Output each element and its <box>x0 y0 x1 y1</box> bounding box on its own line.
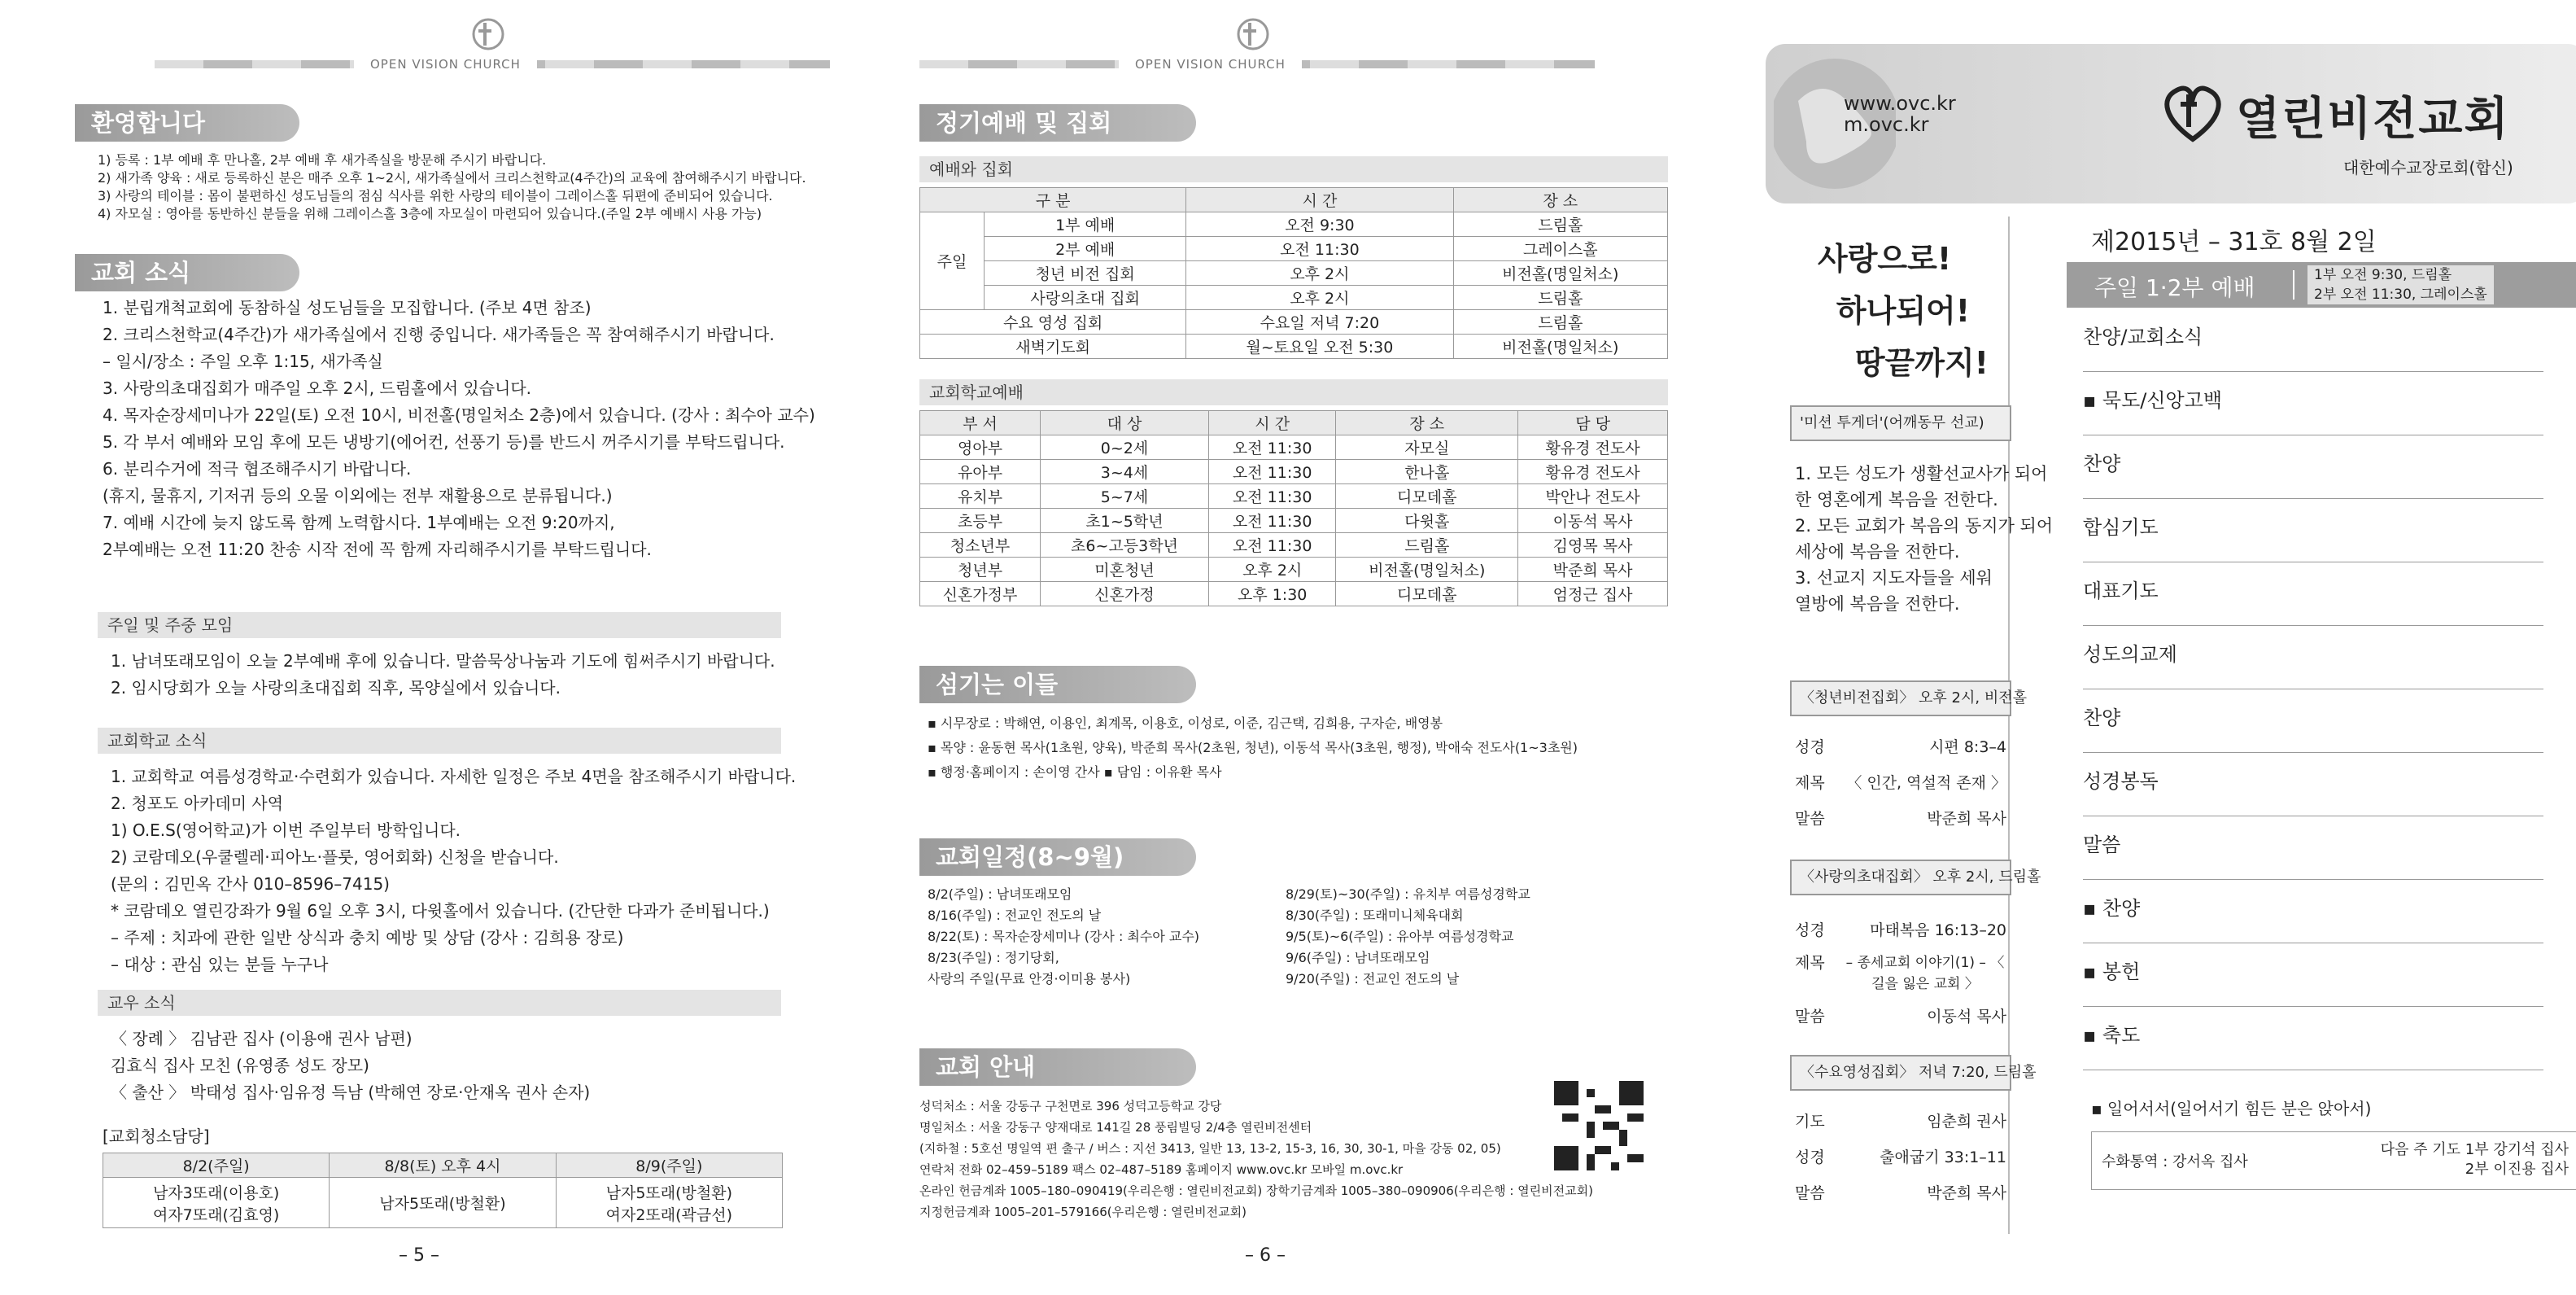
page-header <box>155 15 830 72</box>
school-list <box>111 763 796 978</box>
worship-cell: 수요일 저녁 7:20 <box>1186 310 1453 335</box>
school-item: 2) 코람데오(우쿨렐레·피아노·플룻, 영어회화) 신청을 받습니다. <box>111 847 559 867</box>
school-cell: 오전 11:30 <box>1208 460 1335 484</box>
school-cell: 엄정근 집사 <box>1518 582 1668 606</box>
youth-label: 성경 <box>1795 738 1825 756</box>
page-5 <box>0 0 862 1295</box>
mission-list <box>1795 461 2053 617</box>
school-cell: 자모실 <box>1336 435 1518 460</box>
news-list <box>103 295 815 563</box>
invite-label: 제목 <box>1795 954 1825 972</box>
page-cover <box>1733 0 2576 1295</box>
service-bar <box>2067 262 2576 308</box>
subsection-worship: 예배와 집회 <box>919 156 1668 182</box>
invite-detail <box>1795 908 2006 1039</box>
order-divider <box>2083 371 2543 372</box>
worship-cell: 새벽기도회 <box>920 335 1186 359</box>
next-prayer-1: 다음 주 기도 1부 강기석 집사 <box>2380 1141 2569 1158</box>
service-label: 주일 1·2부 예배 <box>2094 274 2255 301</box>
youth-tag: 〈청년비전집회〉 오후 2시, 비전홀 <box>1790 680 2011 716</box>
servers-item: ▪ 시무장로 : 박해연, 이용인, 최계목, 이용호, 이성로, 이준, 김근택, 김희용, 구자순, 배영봉 <box>928 715 1443 731</box>
page-number: – 5 – <box>399 1245 439 1266</box>
order-item-label: ▪ 봉헌 <box>2083 960 2141 983</box>
order-divider <box>2083 752 2543 753</box>
order-item-label: 말씀 <box>2083 833 2121 856</box>
welcome-list <box>98 151 806 223</box>
wed-label: 말씀 <box>1795 1184 1825 1202</box>
guide-item: 온라인 헌금계좌 1005–180–090419(우리은행 : 열린비전교회) 장학기금계좌 1005–380–090906(우리은행 : 열린비전교회) <box>919 1183 1593 1198</box>
welcome-item: 2) 새가족 양육 : 새로 등록하신 분은 매주 오후 1~2시, 새가족실에서 크리스천학교(4주간)의 교육에 참여해주시기 바랍니다. <box>98 170 806 186</box>
school-item: 1. 교회학교 여름성경학교·수련회가 있습니다. 자세한 일정은 주보 4면을 참조해주시기 바랍니다. <box>111 767 797 786</box>
issue-number: 제2015년 – 31호 8월 2일 <box>2091 228 2377 256</box>
schedule-item: 9/20(주일) : 전교인 전도의 날 <box>1286 971 1460 987</box>
order-divider <box>2083 625 2543 626</box>
school-worship-table <box>919 410 1668 606</box>
section-welcome: 환영합니다 <box>75 104 299 142</box>
youth-value: 시편 8:3–4 <box>1929 738 2006 756</box>
youth-value: 〈 인간, 역설적 존재 〉 <box>1846 774 2006 792</box>
school-cell: 미혼청년 <box>1041 558 1209 582</box>
invite-label: 성경 <box>1795 921 1825 939</box>
worship-cell: 청년 비전 집회 <box>985 261 1186 286</box>
welcome-item: 4) 자모실 : 영아를 동반하신 분들을 위해 그레이스홀 3층에 자모실이 마련되어 있습니다.(주일 2부 예배시 사용 가능) <box>98 206 762 221</box>
school-head: 대 상 <box>1041 411 1209 435</box>
worship-cell: 오전 9:30 <box>1186 212 1453 237</box>
order-item-label: 합심기도 <box>2083 516 2159 539</box>
order-item-label: ▪ 찬양 <box>2083 897 2141 920</box>
order-item-label: 찬양 <box>2083 453 2121 475</box>
mission-item: 2. 모든 교회가 복음의 동지가 되어 <box>1795 516 2054 536</box>
church-logo-icon <box>1229 15 1277 55</box>
rise-note: ▪ 일어서서(일어서기 힘든 분은 앉아서) <box>2091 1099 2372 1118</box>
qr-code-icon <box>1554 1081 1644 1170</box>
schedule-item: 8/23(주일) : 정기당회, <box>928 950 1059 965</box>
page-6 <box>862 0 1733 1295</box>
youth-label: 제목 <box>1795 774 1825 792</box>
members-list <box>111 1026 590 1106</box>
order-item-label: 성도의교제 <box>2083 643 2177 666</box>
school-cell: 오후 1:30 <box>1208 582 1335 606</box>
youth-value: 박준희 목사 <box>1927 810 2006 828</box>
sunday-list <box>111 648 775 702</box>
worship-table <box>919 187 1668 359</box>
school-cell: 오전 11:30 <box>1208 533 1335 558</box>
school-item: (문의 : 김민옥 간사 010–8596–7415) <box>111 874 390 894</box>
church-name: 열린비전교회 <box>2236 93 2510 146</box>
schedule-item: 8/16(주일) : 전교인 전도의 날 <box>928 908 1102 923</box>
school-cell: 영아부 <box>920 435 1041 460</box>
school-head: 부 서 <box>920 411 1041 435</box>
school-item: – 대상 : 관심 있는 분들 누구나 <box>111 955 329 974</box>
school-cell: 김영목 목사 <box>1518 533 1668 558</box>
wed-label: 성경 <box>1795 1148 1825 1166</box>
mission-item: 열방에 복음을 전한다. <box>1795 594 1960 614</box>
worship-cell: 비전홀(명일처소) <box>1453 261 1667 286</box>
invite-value: 이동석 목사 <box>1927 1008 2006 1026</box>
mission-item: 세상에 복음을 전한다. <box>1795 542 1960 562</box>
school-cell: 오전 11:30 <box>1208 484 1335 509</box>
worship-cell: 드림홀 <box>1453 286 1667 310</box>
cleaning-cell: 남자3또래(이용호) 여자7또래(김효영) <box>103 1178 330 1228</box>
subsection-members: 교우 소식 <box>98 990 781 1016</box>
sunday-item: 2. 임시당회가 오늘 사랑의초대집회 직후, 목양실에서 있습니다. <box>111 678 561 698</box>
subsection-school-worship: 교회학교예배 <box>919 379 1668 405</box>
wed-value: 박준희 목사 <box>1927 1184 2006 1202</box>
school-head: 담 당 <box>1518 411 1668 435</box>
news-item: 2부예배는 오전 11:20 찬송 시작 전에 꼭 함께 자리해주시기를 부탁드립니다. <box>103 540 652 559</box>
news-item: (휴지, 물휴지, 기저귀 등의 오물 이외에는 전부 재활용으로 분류됩니다.) <box>103 486 613 505</box>
service-times <box>2307 265 2494 304</box>
footer-box <box>2091 1131 2576 1190</box>
news-item: 4. 목자순장세미나가 22일(토) 오전 10시, 비전홀(명일처소 2층)에서 있습니다. (강사 : 최수아 교수) <box>103 405 815 425</box>
guide-item: 지정헌금계좌 1005–201–579166(우리은행 : 열린비전교회) <box>919 1205 1247 1219</box>
school-cell: 한나홀 <box>1336 460 1518 484</box>
cleaning-cell: 남자5또래(방철환) <box>330 1178 556 1228</box>
school-cell: 이동석 목사 <box>1518 509 1668 533</box>
section-servers: 섬기는 이들 <box>919 666 1196 703</box>
school-head: 장 소 <box>1336 411 1518 435</box>
order-item-label: 성경봉독 <box>2083 770 2159 793</box>
worship-head: 장 소 <box>1453 188 1667 212</box>
motto-line: 하나되어! <box>1836 293 1971 329</box>
page-number: – 6 – <box>1245 1245 1286 1266</box>
service-time: 1부 오전 9:30, 드림홀 <box>2314 267 2452 283</box>
sunday-item: 1. 남녀또래모임이 오늘 2부예배 후에 있습니다. 말씀묵상나눔과 기도에 힘써주시기 바랍니다. <box>111 651 775 671</box>
cleaning-head: 8/8(토) 오후 4시 <box>330 1153 556 1178</box>
servers-item: ▪ 행정·홈페이지 : 손이영 간사 ▪ 담임 : 이유환 목사 <box>928 764 1222 780</box>
school-cell: 신혼가정부 <box>920 582 1041 606</box>
cleaning-cell: 남자5또래(방철환) 여자2또래(곽금선) <box>556 1178 782 1228</box>
school-cell: 청년부 <box>920 558 1041 582</box>
worship-cell: 사랑의초대 집회 <box>985 286 1186 310</box>
guide-list <box>919 1096 1593 1223</box>
subsection-school: 교회학교 소식 <box>98 728 781 754</box>
cleaning-table <box>103 1153 783 1228</box>
school-cell: 다윗홀 <box>1336 509 1518 533</box>
interpreter: 수화통역 : 강서옥 집사 <box>2102 1153 2248 1170</box>
url-mobile[interactable]: m.ovc.kr <box>1844 113 1929 136</box>
church-logo-icon <box>464 15 513 55</box>
order-item-label: ▪ 묵도/신앙고백 <box>2083 389 2223 412</box>
motto <box>1818 233 1989 389</box>
cleaning-title: [교회청소담당] <box>103 1127 210 1146</box>
order-divider <box>2083 498 2543 499</box>
member-item: 김효식 집사 모친 (유영종 성도 장모) <box>111 1056 369 1075</box>
school-item: * 코람데오 열린강좌가 9월 6일 오후 3시, 다윗홀에서 있습니다. (간단한 다과가 준비됩니다.) <box>111 901 770 921</box>
school-cell: 유치부 <box>920 484 1041 509</box>
worship-cell: 오전 11:30 <box>1186 237 1453 261</box>
wednesday-tag: 〈수요영성집회〉 저녁 7:20, 드림홀 <box>1790 1055 2011 1091</box>
next-prayer-2: 2부 이진용 집사 <box>2465 1161 2569 1178</box>
school-cell: 디모데홀 <box>1336 582 1518 606</box>
url-web[interactable]: www.ovc.kr <box>1844 92 1956 115</box>
school-cell: 비전홀(명일처소) <box>1336 558 1518 582</box>
denomination: 대한예수교장로회(합신) <box>2343 158 2513 177</box>
schedule-left <box>928 884 1199 990</box>
guide-item: 성덕처소 : 서울 강동구 구천면로 396 성덕고등학교 강당 <box>919 1099 1222 1113</box>
wed-value: 임춘희 권사 <box>1927 1113 2006 1131</box>
page-header <box>919 15 1595 72</box>
news-item: 2. 크리스천학교(4주간)가 새가족실에서 진행 중입니다. 새가족들은 꼭 참여해주시기 바랍니다. <box>103 325 775 344</box>
school-cell: 0~2세 <box>1041 435 1209 460</box>
news-item: 1. 분립개척교회에 동참하실 성도님들을 모집합니다. (주보 4면 참조) <box>103 298 592 317</box>
worship-cell: 주일 <box>920 212 985 310</box>
servers-item: ▪ 목양 : 윤동현 목사(1초원, 양육), 박준희 목사(2초원, 청년), 이동석 목사(3초원, 행정), 박애숙 전도사(1~3초원) <box>928 740 1578 755</box>
worship-cell: 그레이스홀 <box>1453 237 1667 261</box>
schedule-right <box>1286 884 1530 990</box>
urls <box>1844 93 1956 135</box>
section-worship: 정기예배 및 집회 <box>919 104 1196 142</box>
news-item: 6. 분리수거에 적극 협조해주시기 바랍니다. <box>103 459 412 479</box>
order-divider <box>2083 879 2543 880</box>
schedule-item: 8/22(토) : 목자순장세미나 (강사 : 최수아 교수) <box>928 929 1200 944</box>
schedule-item: 9/6(주일) : 남녀또래모임 <box>1286 950 1430 965</box>
school-cell: 초등부 <box>920 509 1041 533</box>
school-cell: 디모데홀 <box>1336 484 1518 509</box>
invite-tag: 〈사랑의초대집회〉 오후 2시, 드림홀 <box>1790 860 2011 895</box>
news-item: 5. 각 부서 예배와 모임 후에 모든 냉방기(에어컨, 선풍기 등)를 반드시 꺼주시기를 부탁드립니다. <box>103 432 785 452</box>
school-item: 1) O.E.S(영어학교)가 이번 주일부터 방학입니다. <box>111 820 461 840</box>
schedule-item: 8/2(주일) : 남녀또래모임 <box>928 886 1072 902</box>
servers-list <box>928 711 1578 785</box>
order-item-label: ▪ 축도 <box>2083 1024 2141 1047</box>
worship-cell: 오후 2시 <box>1186 286 1453 310</box>
order-divider <box>2083 1006 2543 1007</box>
school-head: 시 간 <box>1208 411 1335 435</box>
section-schedule: 교회일정(8~9월) <box>919 838 1196 876</box>
schedule-item: 8/30(주일) : 또래미니체육대회 <box>1286 908 1464 923</box>
worship-cell: 월~토요일 오전 5:30 <box>1186 335 1453 359</box>
school-item: – 주제 : 치과에 관한 일반 상식과 충치 예방 및 상담 (강사 : 김희용 장로) <box>111 928 624 947</box>
worship-cell: 1부 예배 <box>985 212 1186 237</box>
invite-value: 마태복음 16:13–20 <box>1870 921 2006 939</box>
mission-item: 한 영혼에게 복음을 전한다. <box>1795 490 1998 510</box>
church-name-en: OPEN VISION CHURCH <box>1119 57 1302 72</box>
worship-head: 구 분 <box>920 188 1186 212</box>
school-cell: 박안나 전도사 <box>1518 484 1668 509</box>
church-name-en: OPEN VISION CHURCH <box>354 57 537 72</box>
guide-item: 명일처소 : 서울 강동구 양재대로 141길 28 풍림빌딩 2/4층 열린비전센터 <box>919 1120 1312 1135</box>
school-cell: 5~7세 <box>1041 484 1209 509</box>
school-cell: 드림홀 <box>1336 533 1518 558</box>
welcome-item: 1) 등록 : 1부 예배 후 만나홀, 2부 예배 후 새가족실을 방문해 주시기 바랍니다. <box>98 152 547 168</box>
school-item: 2. 청포도 아카데미 사역 <box>111 794 284 813</box>
worship-cell: 비전홀(명일처소) <box>1453 335 1667 359</box>
service-time: 2부 오전 11:30, 그레이스홀 <box>2314 287 2487 303</box>
school-cell: 오전 11:30 <box>1208 509 1335 533</box>
school-cell: 청소년부 <box>920 533 1041 558</box>
school-cell: 신혼가정 <box>1041 582 1209 606</box>
school-cell: 오전 11:30 <box>1208 435 1335 460</box>
mission-item: 3. 선교지 지도자들을 세워 <box>1795 568 1993 588</box>
motto-line: 땅끝까지! <box>1854 345 1989 381</box>
order-item-label: 찬양/교회소식 <box>2083 326 2203 348</box>
school-cell: 초6~고등3학년 <box>1041 533 1209 558</box>
school-cell: 유아부 <box>920 460 1041 484</box>
member-item: 〈 출산 〉 박태성 집사·임유정 득남 (박해연 장로·안재옥 권사 손자) <box>111 1083 591 1102</box>
school-cell: 3~4세 <box>1041 460 1209 484</box>
news-item: 7. 예배 시간에 늦지 않도록 함께 노력합시다. 1부예배는 오전 9:20까지, <box>103 513 615 532</box>
school-cell: 오후 2시 <box>1208 558 1335 582</box>
schedule-item: 9/5(토)~6(주일) : 유아부 여름성경학교 <box>1286 929 1514 944</box>
school-cell: 황유경 전도사 <box>1518 435 1668 460</box>
wednesday-detail <box>1795 1104 2006 1211</box>
mission-item: 1. 모든 성도가 생활선교사가 되어 <box>1795 464 2048 483</box>
mission-tag: '미션 투게더'(어깨동무 선교) <box>1790 405 2011 441</box>
cover-banner <box>1766 44 2576 203</box>
guide-item: (지하철 : 5호선 명일역 편 출구 / 버스 : 지선 3413, 일반 13, 13-2, 15-3, 16, 30, 30-1, 마을 강동 02, 05) <box>919 1141 1501 1156</box>
section-news: 교회 소식 <box>75 254 299 291</box>
member-item: 〈 장례 〉 김남관 집사 (이용애 권사 남편) <box>111 1029 413 1048</box>
welcome-item: 3) 사랑의 테이블 : 몸이 불편하신 성도님들의 점심 식사를 위한 사랑의 테이블이 그레이스홀 뒤편에 준비되어 있습니다. <box>98 188 773 203</box>
cleaning-head: 8/9(주일) <box>556 1153 782 1178</box>
order-item-label: 대표기도 <box>2083 580 2159 602</box>
school-cell: 초1~5학년 <box>1041 509 1209 533</box>
schedule-item: 사랑의 주일(무료 안경·이미용 봉사) <box>928 971 1131 987</box>
invite-label: 말씀 <box>1795 1008 1825 1026</box>
worship-head: 시 간 <box>1186 188 1453 212</box>
school-cell: 황유경 전도사 <box>1518 460 1668 484</box>
subsection-sunday: 주일 및 주중 모임 <box>98 612 781 638</box>
motto-line: 사랑으로! <box>1818 241 1952 277</box>
news-item: 3. 사랑의초대집회가 매주일 오후 2시, 드림홀에서 있습니다. <box>103 378 532 398</box>
section-guide: 교회 안내 <box>919 1048 1196 1086</box>
next-prayer <box>2381 1140 2569 1179</box>
invite-value: – 종세교회 이야기(1) – 〈 길을 잃은 교회 〉 <box>1845 955 2005 992</box>
wed-value: 출애굽기 33:1–11 <box>1880 1148 2006 1166</box>
worship-cell: 2부 예배 <box>985 237 1186 261</box>
worship-cell: 드림홀 <box>1453 212 1667 237</box>
youth-detail <box>1795 729 2006 837</box>
youth-label: 말씀 <box>1795 810 1825 828</box>
worship-cell: 수요 영성 집회 <box>920 310 1186 335</box>
news-item: – 일시/장소 : 주일 오후 1:15, 새가족실 <box>103 352 383 371</box>
guide-item: 연락처 전화 02–459–5189 팩스 02–487–5189 홈페이지 www.ovc.kr 모바일 m.ovc.kr <box>919 1162 1404 1177</box>
worship-cell: 드림홀 <box>1453 310 1667 335</box>
schedule-item: 8/29(토)~30(주일) : 유치부 여름성경학교 <box>1286 886 1530 902</box>
order-item-label: 찬양 <box>2083 707 2121 729</box>
wed-label: 기도 <box>1795 1113 1825 1131</box>
cleaning-head: 8/2(주일) <box>103 1153 330 1178</box>
school-cell: 박준희 목사 <box>1518 558 1668 582</box>
worship-cell: 오후 2시 <box>1186 261 1453 286</box>
church-logo-icon <box>2156 78 2229 143</box>
